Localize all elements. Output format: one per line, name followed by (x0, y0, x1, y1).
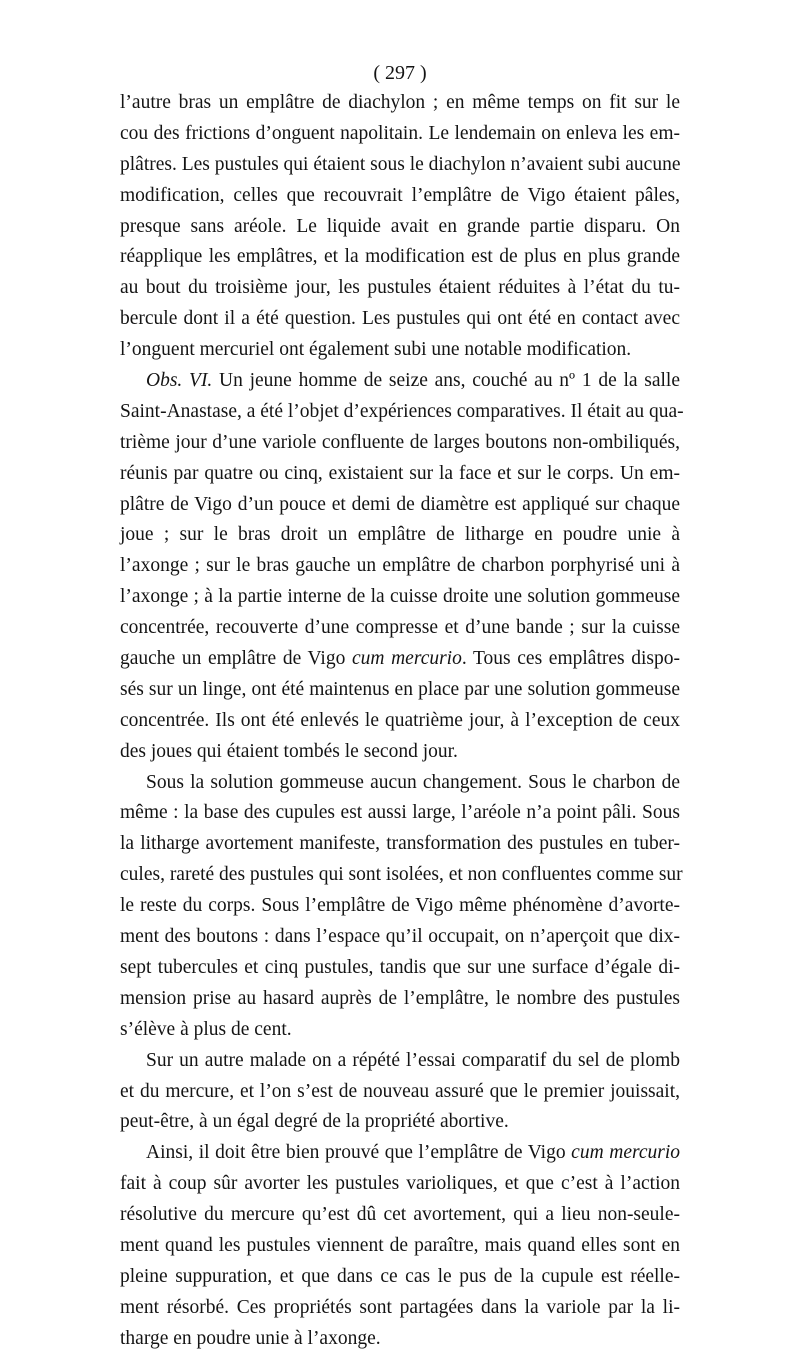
text-line: Saint-Anastase, a été l’objet d’expériences comparatives. Il était au qua- (120, 400, 684, 422)
text-line: presque sans aréole. Le liquide avait en grande partie disparu. On (120, 215, 680, 237)
text-line: ment quand les pustules viennent de paraître, mais quand elles sont en (120, 1234, 680, 1256)
text-line: plâtre de Vigo d’un pouce et demi de diamètre est appliqué sur chaque (120, 493, 680, 515)
text-line: bercule dont il a été question. Les pustules qui ont été en contact avec (120, 308, 680, 330)
text-line: l’axonge ; à la partie interne de la cuisse droite une solution gommeuse (120, 586, 680, 608)
body-text (120, 88, 684, 1355)
text-line: réapplique les emplâtres, et la modification est de plus en plus grande (120, 246, 680, 268)
text-line: des joues qui étaient tombés le second jour. (120, 740, 458, 762)
text-line: Ainsi, il doit être bien prouvé que l’emplâtre de Vigo cum mercurio (146, 1142, 680, 1164)
text-line: modification, celles que recouvrait l’emplâtre de Vigo étaient pâles, (120, 184, 680, 206)
text-line: tharge en poudre unie à l’axonge. (120, 1327, 381, 1349)
book-page (120, 58, 684, 1355)
text-line: cou des frictions d’onguent napolitain. Le lendemain on enleva les em- (120, 122, 680, 144)
text-line: Obs. VI. Un jeune homme de seize ans, couché au nº 1 de la salle (146, 370, 680, 392)
page-number: ( 297 ) (373, 62, 427, 84)
text-line: réunis par quatre ou cinq, existaient sur la face et sur le corps. Un em- (120, 462, 680, 484)
text-line: sés sur un linge, ont été maintenus en place par une solution gommeuse (120, 678, 680, 700)
text-line: gauche un emplâtre de Vigo cum mercurio. Tous ces emplâtres dispo- (120, 648, 680, 670)
text-line: l’axonge ; sur le bras gauche un emplâtre de charbon porphyrisé uni à (120, 555, 680, 577)
text-line: ment des boutons : dans l’espace qu’il occupait, on n’aperçoit que dix- (120, 926, 680, 948)
text-line: concentrée. Ils ont été enlevés le quatrième jour, à l’exception de ceux (120, 709, 680, 731)
text-line: résolutive du mercure qu’est dû cet avortement, qui a lieu non-seule- (120, 1204, 680, 1226)
text-line: mension prise au hasard auprès de l’emplâtre, le nombre des pustules (120, 987, 680, 1009)
text-line: cules, rareté des pustules qui sont isolées, et non confluentes comme sur (120, 864, 683, 886)
text-line: ment résorbé. Ces propriétés sont partagées dans la variole par la li- (120, 1296, 680, 1318)
text-line: même : la base des cupules est aussi large, l’aréole n’a point pâli. Sous (120, 802, 680, 824)
text-line: l’onguent mercuriel ont également subi une notable modification. (120, 339, 632, 361)
text-line: peut-être, à un égal degré de la propriété abortive. (120, 1111, 509, 1133)
text-line: et du mercure, et l’on s’est de nouveau assuré que le premier jouissait, (120, 1080, 680, 1102)
text-line: trième jour d’une variole confluente de larges boutons non-ombiliqués, (120, 431, 680, 453)
text-line: l’autre bras un emplâtre de diachylon ; en même temps on fit sur le (120, 92, 680, 113)
text-line: concentrée, recouverte d’une compresse et d’une bande ; sur la cuisse (120, 617, 680, 639)
text-line: joue ; sur le bras droit un emplâtre de litharge en poudre unie à (120, 524, 680, 546)
text-line: le reste du corps. Sous l’emplâtre de Vigo même phénomène d’avorte- (120, 895, 680, 917)
text-line: Sur un autre malade on a répété l’essai comparatif du sel de plomb (146, 1049, 680, 1071)
text-line: pleine suppuration, et que dans ce cas le pus de la cupule est réelle- (120, 1265, 680, 1287)
text-line: Sous la solution gommeuse aucun changement. Sous le charbon de (146, 771, 680, 793)
text-line: la litharge avortement manifeste, transformation des pustules en tuber- (120, 833, 680, 855)
text-line: s’élève à plus de cent. (120, 1018, 292, 1040)
text-line: fait à coup sûr avorter les pustules varioliques, et que c’est à l’action (120, 1173, 680, 1195)
text-line: au bout du troisième jour, les pustules étaient réduites à l’état du tu- (120, 277, 680, 299)
text-line: plâtres. Les pustules qui étaient sous le diachylon n’avaient subi aucune (120, 153, 681, 175)
text-line: sept tubercules et cinq pustules, tandis que sur une surface d’égale di- (120, 956, 680, 978)
